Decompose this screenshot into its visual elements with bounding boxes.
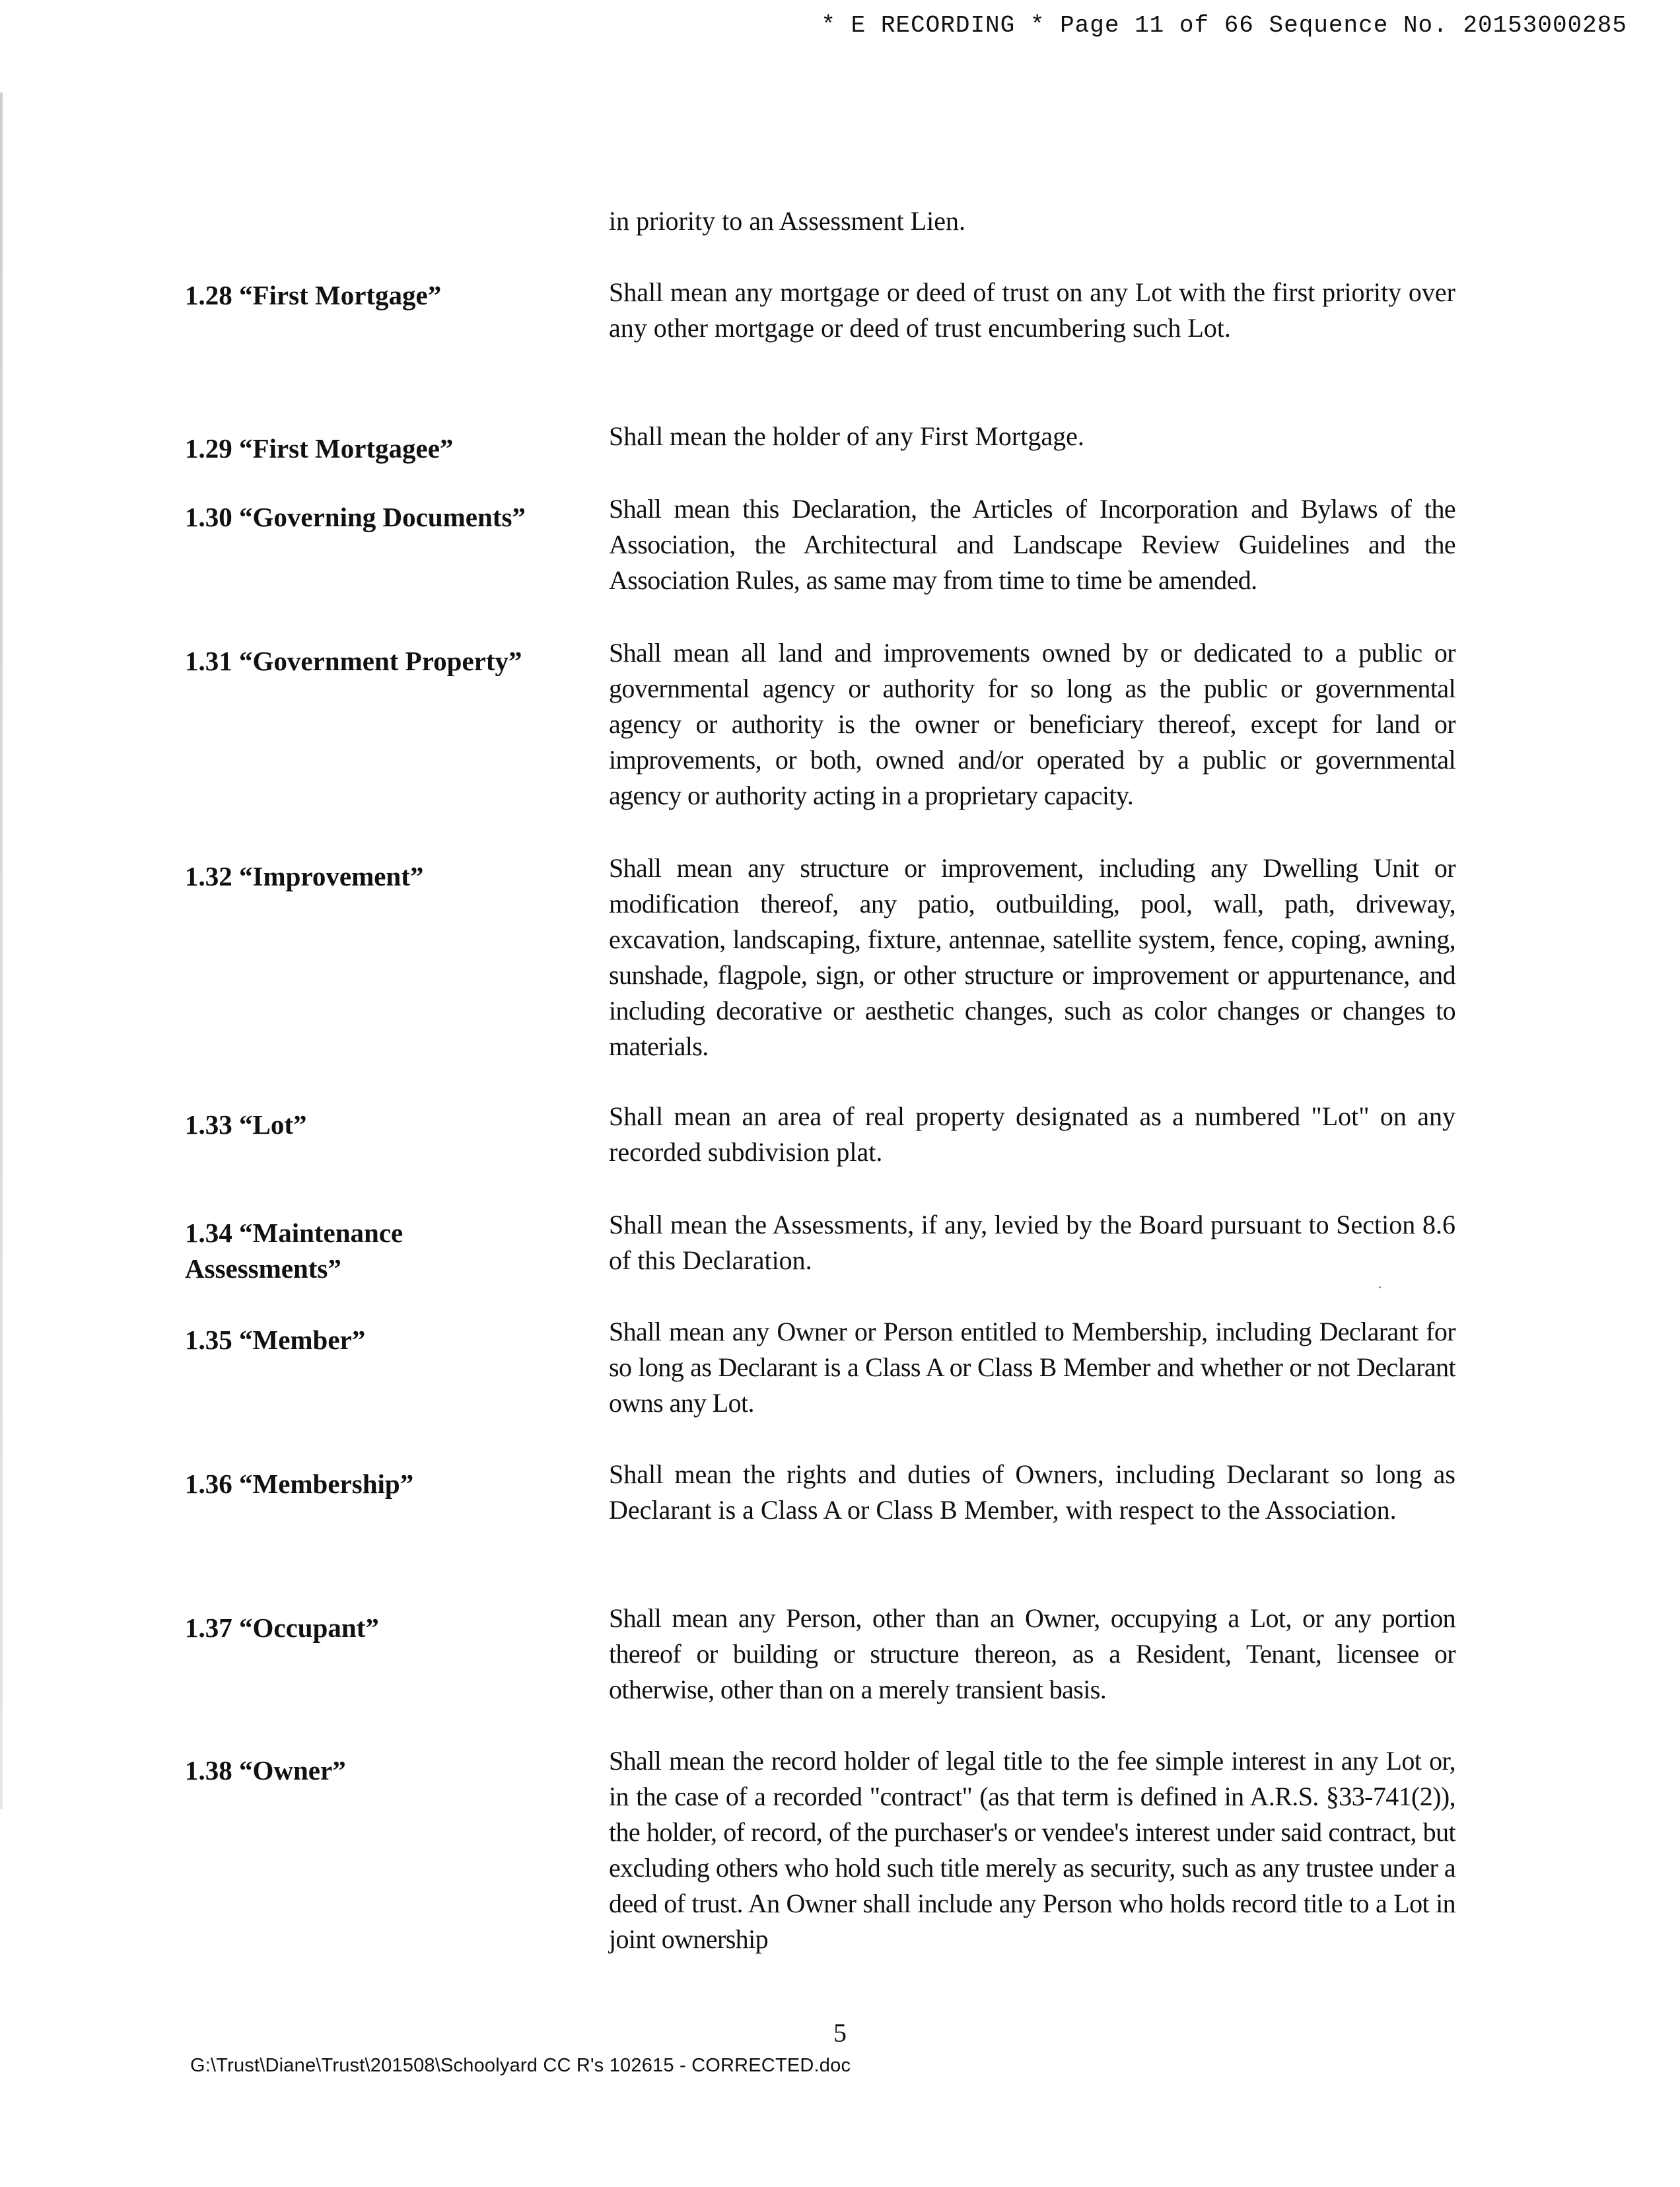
definition-term: 1.33 “Lot” (185, 1109, 307, 1140)
footer-file-path: G:\Trust\Diane\Trust\201508\Schoolyard CC R's 102615 - CORRECTED.doc (190, 2055, 851, 2076)
definition-text: Shall mean the Assessments, if any, levied by the Board pursuant to Section 8.6 of this Declaration. (609, 1210, 1455, 1275)
definition-term: 1.38 “Owner” (185, 1755, 346, 1786)
definition-text: Shall mean the record holder of legal title to the fee simple interest in any Lot or, in the case of a recorded "contract" (as that term is defined in A.R.S. §33-741(2)), the holder, of record, of the purchaser's or vendee's interest under said contract, but excluding others who hold such title merely as security, such as any trustee under a deed of trust. An Owner shall include any Person who holds record title to a Lot in joint ownership (609, 1746, 1455, 1954)
definition-text: Shall mean any Person, other than an Owner, occupying a Lot, or any portion thereof or building or structure thereon, as a Resident, Tenant, licensee or otherwise, other than on a merely transient basis. (609, 1603, 1455, 1704)
scan-left-edge (0, 92, 3, 1809)
definition-term: 1.31 “Government Property” (185, 646, 522, 676)
definition-term: 1.34 “Maintenance Assessments” (185, 1218, 403, 1284)
scan-speck (1379, 1286, 1381, 1288)
definition-term: 1.37 “Occupant” (185, 1613, 379, 1643)
definition-text: Shall mean any mortgage or deed of trust on any Lot with the first priority over any other mortgage or deed of trust encumbering such Lot. (609, 277, 1455, 343)
definition-term: 1.32 “Improvement” (185, 861, 424, 891)
definition-term: 1.30 “Governing Documents” (185, 502, 526, 532)
definition-term: 1.29 “First Mortgagee” (185, 433, 454, 464)
definition-term: 1.28 “First Mortgage” (185, 280, 442, 310)
recording-stamp: * E RECORDING * Page 11 of 66 Sequence No. 20153000285 (821, 12, 1627, 39)
definition-text: Shall mean the holder of any First Mortgage. (609, 421, 1084, 451)
definition-text: Shall mean any Owner or Person entitled to Membership, including Declarant for so long as Declarant is a Class A or Class B Member and whether or not Declarant owns any Lot. (609, 1317, 1455, 1418)
definition-text: Shall mean an area of real property designated as a numbered "Lot" on any recorded subdivision plat. (609, 1101, 1455, 1167)
page-number: 5 (833, 2018, 847, 2048)
definition-text: Shall mean all land and improvements owned by or dedicated to a public or governmental agency or authority for so long as the public or governmental agency or authority is the owner or beneficiary thereof, except for land or improvements, or both, owned and/or operated by a public or governmental agency or authority acting in a proprietary capacity. (609, 638, 1455, 810)
definition-text: Shall mean the rights and duties of Owners, including Declarant so long as Declarant is a Class A or Class B Member, with respect to the Association. (609, 1459, 1455, 1525)
continuation-text: in priority to an Assessment Lien. (609, 206, 965, 236)
definition-term: 1.35 “Member” (185, 1325, 366, 1355)
definition-text: Shall mean any structure or improvement, including any Dwelling Unit or modification thereof, any patio, outbuilding, pool, wall, path, driveway, excavation, landscaping, fixture, antennae, satellite system, fence, coping, awning, sunshade, flagpole, sign, or other structure or improvement or appurtenance, and including decorative or aesthetic changes, such as color changes or changes to materials. (609, 853, 1455, 1061)
definition-text: Shall mean this Declaration, the Articles of Incorporation and Bylaws of the Association, the Architectural and Landscape Review Guidelines and the Association Rules, as same may from time to time be amended. (609, 494, 1455, 595)
definition-term: 1.36 “Membership” (185, 1469, 414, 1499)
